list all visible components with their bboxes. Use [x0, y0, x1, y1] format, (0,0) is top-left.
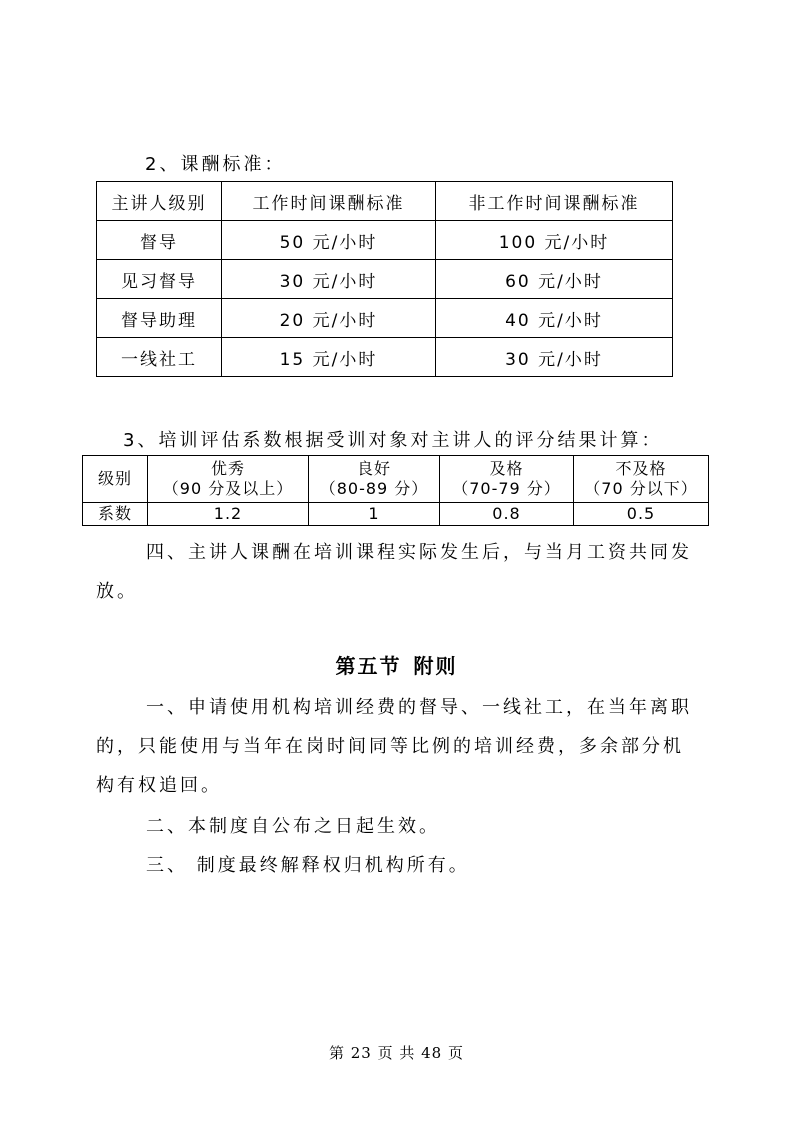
table-cell: 30 元/小时 [436, 338, 673, 377]
coefficient-row [83, 503, 709, 526]
heading-part: 附则 [413, 654, 458, 678]
table-cell: 督导 [97, 221, 222, 260]
grade-cell [148, 456, 309, 503]
header-cell: 工作时间课酬标准 [222, 182, 436, 221]
section-3-title: 3、培训评估系数根据受训对象对主讲人的评分结果计算： [123, 430, 663, 451]
row-label: 级别 [83, 456, 148, 503]
section-heading [0, 650, 793, 679]
paragraph-line: 放。 [96, 581, 138, 602]
paragraph-line: 构有权追回。 [96, 775, 222, 796]
paragraph-line: 四、主讲人课酬在培训课程实际发生后，与当月工资共同发 [146, 542, 692, 563]
table-cell: 督导助理 [97, 299, 222, 338]
table-row [97, 260, 673, 299]
coefficient-cell: 1 [309, 503, 440, 526]
table-header-row [97, 182, 673, 221]
table-cell: 40 元/小时 [436, 299, 673, 338]
grade-range: （80-89 分） [319, 479, 429, 498]
table-cell: 100 元/小时 [436, 221, 673, 260]
payment-paragraph [96, 533, 696, 611]
coefficient-table [82, 455, 709, 526]
coefficient-cell: 1.2 [148, 503, 309, 526]
grade-name: 优秀 [210, 459, 245, 478]
coefficient-cell: 0.5 [574, 503, 709, 526]
paragraph-line: 一、申请使用机构培训经费的督导、一线社工，在当年离职 [146, 697, 692, 718]
header-cell: 主讲人级别 [97, 182, 222, 221]
grade-name: 及格 [489, 459, 524, 478]
table-cell: 50 元/小时 [222, 221, 436, 260]
grade-cell [574, 456, 709, 503]
table-cell: 15 元/小时 [222, 338, 436, 377]
rule-3-paragraph: 三、 制度最终解释权归机构所有。 [146, 855, 470, 876]
table-row [97, 338, 673, 377]
grade-range: （70-79 分） [452, 479, 561, 498]
grade-cell [309, 456, 440, 503]
paragraph-line: 的，只能使用与当年在岗时间同等比例的培训经费，多余部分机 [96, 736, 684, 757]
rule-2-paragraph: 二、本制度自公布之日起生效。 [146, 816, 440, 837]
grade-cell [440, 456, 574, 503]
grade-name: 不及格 [615, 459, 667, 478]
grade-row [83, 456, 709, 503]
table-cell: 30 元/小时 [222, 260, 436, 299]
header-cell: 非工作时间课酬标准 [436, 182, 673, 221]
table-row [97, 221, 673, 260]
grade-range: （70 分以下） [584, 479, 698, 498]
row-label: 系数 [83, 503, 148, 526]
fee-standard-table [96, 181, 673, 377]
page-footer: 第 23 页 共 48 页 [328, 1044, 464, 1062]
table-cell: 20 元/小时 [222, 299, 436, 338]
section-2-title: 2、课酬标准： [145, 154, 286, 175]
rule-1-paragraph [96, 688, 696, 805]
grade-name: 良好 [356, 459, 391, 478]
grade-range: （90 分及以上） [162, 479, 294, 498]
table-cell: 60 元/小时 [436, 260, 673, 299]
table-cell: 一线社工 [97, 338, 222, 377]
table-row [97, 299, 673, 338]
table-cell: 见习督导 [97, 260, 222, 299]
coefficient-cell: 0.8 [440, 503, 574, 526]
heading-part: 第五节 [335, 654, 402, 678]
